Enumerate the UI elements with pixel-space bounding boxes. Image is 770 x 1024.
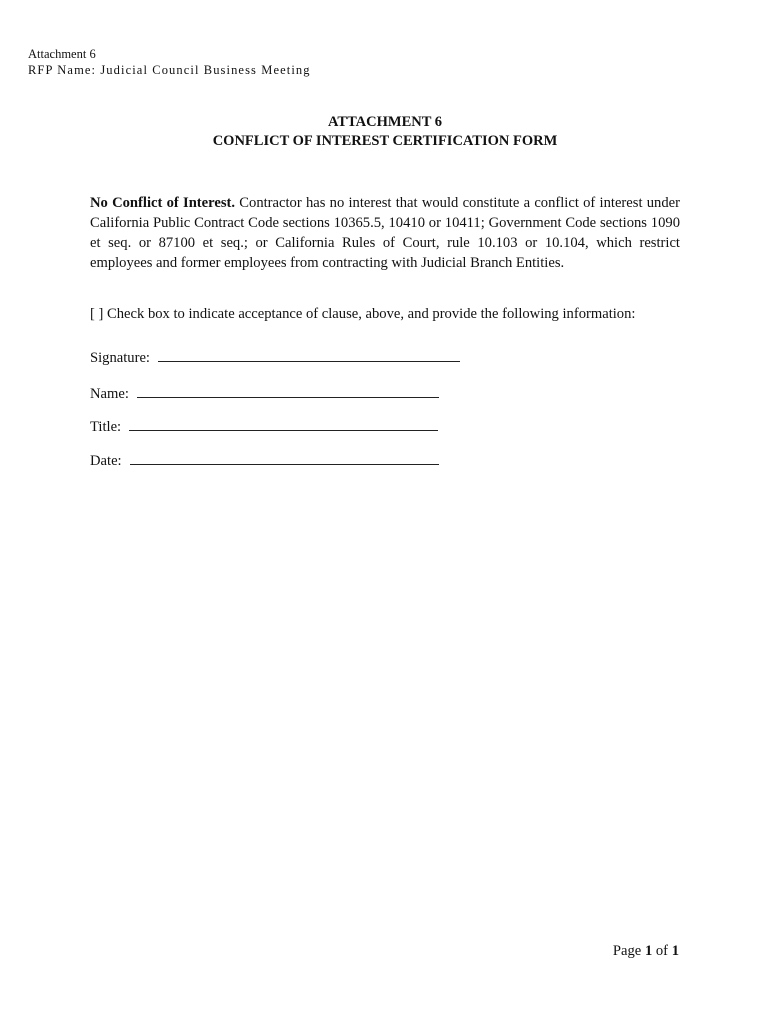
name-input-line[interactable] <box>137 383 439 398</box>
page-number <box>613 941 679 961</box>
header-rfp-name: RFP Name: Judicial Council Business Meeting <box>28 63 311 77</box>
form-title <box>0 113 770 151</box>
page-header <box>28 46 311 78</box>
title-form-name: CONFLICT OF INTEREST CERTIFICATION FORM <box>212 133 558 149</box>
acceptance-checkbox[interactable]: [ ] <box>90 306 104 322</box>
signature-field <box>90 347 460 368</box>
page-current: 1 <box>644 943 653 959</box>
title-input-line[interactable] <box>129 416 438 431</box>
name-field <box>90 383 439 404</box>
page-total: 1 <box>671 943 679 959</box>
title-field <box>90 416 438 437</box>
date-label: Date: <box>90 453 122 469</box>
page-prefix: Page <box>612 943 645 959</box>
signature-input-line[interactable] <box>158 347 460 362</box>
header-attachment-label: Attachment 6 <box>28 47 96 61</box>
date-input-line[interactable] <box>130 450 439 465</box>
page-of: of <box>652 943 672 959</box>
title-label: Title: <box>90 419 122 435</box>
name-label: Name: <box>90 386 129 402</box>
date-field <box>90 450 439 471</box>
clause-text: Contractor has no interest that would constitute a conflict of interest under California Public Contract Code sections 10365.5, 10410 or 10411; Government Code sections 1090 et seq. or 87100 et seq.; or California Rules of Court, rule 10.103 or 10.104, which restrict employees and former employees from contracting with Judicial Branch Entities. <box>90 195 680 271</box>
acceptance-line <box>90 304 690 324</box>
title-attachment: ATTACHMENT 6 <box>328 114 442 130</box>
clause-heading: No Conflict of Interest. <box>90 195 236 211</box>
acceptance-text: Check box to indicate acceptance of clause, above, and provide the following information: <box>103 306 636 322</box>
conflict-clause <box>90 193 680 273</box>
signature-label: Signature: <box>90 350 150 366</box>
